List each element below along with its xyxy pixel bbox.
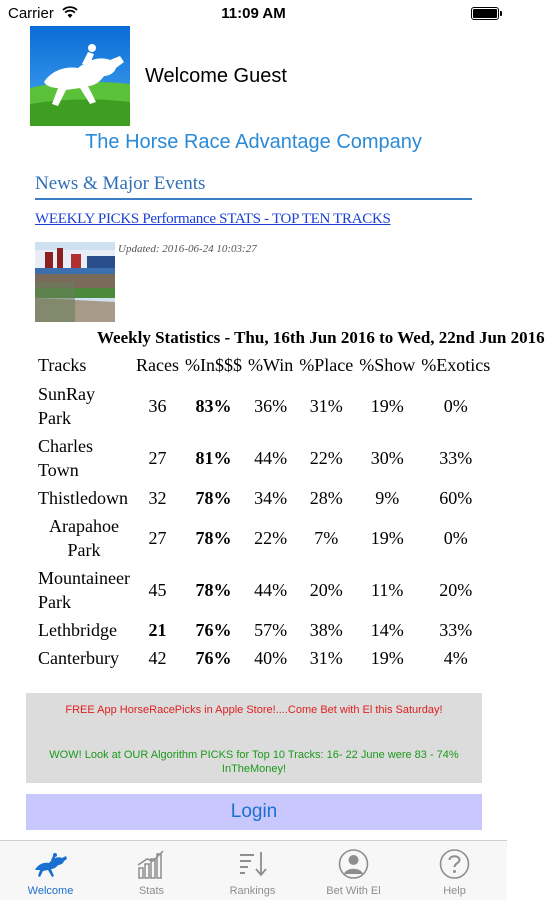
col-header: %Show (359, 355, 416, 375)
table-row (35, 616, 493, 644)
weekly-picks-link[interactable]: WEEKLY PICKS Performance STATS - TOP TEN TRACKS (35, 211, 391, 227)
tab-rankings[interactable] (202, 841, 303, 901)
place-cell: 38% (309, 620, 343, 640)
col-header: %In$$$ (184, 355, 242, 375)
in-money-cell: 78% (195, 528, 232, 548)
track-name: Lethbridge (38, 620, 117, 640)
in-money-cell: 78% (195, 580, 232, 600)
col-header: %Win (247, 355, 294, 375)
track-name: Canterbury (38, 648, 119, 668)
place-cell: 31% (309, 396, 343, 416)
track-name: Mountaineer Park (38, 568, 130, 612)
stats-header-row (35, 351, 493, 380)
win-cell: 22% (254, 528, 288, 548)
races-cell: 45 (148, 580, 167, 600)
announcement-box (26, 693, 482, 783)
in-money-cell: 83% (195, 396, 232, 416)
races-cell: 27 (148, 528, 167, 548)
place-cell: 22% (309, 448, 343, 468)
in-money-cell: 81% (195, 448, 232, 468)
in-money-cell: 76% (195, 648, 232, 668)
show-cell: 19% (370, 528, 404, 548)
tab-label: Welcome (27, 885, 74, 897)
place-cell: 20% (309, 580, 343, 600)
tab-label: Bet With El (326, 885, 381, 897)
exotics-cell: 0% (443, 396, 468, 416)
company-name: The Horse Race Advantage Company (85, 131, 422, 153)
welcome-text: Welcome Guest (145, 65, 287, 87)
table-row (35, 564, 493, 616)
sort-icon (234, 848, 271, 880)
bar-chart-icon (133, 848, 170, 880)
col-header: Races (135, 355, 179, 375)
win-cell: 36% (254, 396, 288, 416)
carrier-label: Carrier (8, 5, 54, 22)
help-icon (436, 848, 473, 880)
races-cell: 42 (148, 648, 167, 668)
col-header: Tracks (38, 355, 87, 375)
tab-label: Help (443, 885, 466, 897)
tab-label: Rankings (229, 885, 276, 897)
clock: 11:09 AM (221, 5, 286, 22)
track-name: Thistledown (38, 488, 128, 508)
races-cell: 32 (148, 488, 167, 508)
stats-table (35, 351, 493, 672)
exotics-cell: 33% (439, 448, 473, 468)
stats-viewport[interactable] (35, 326, 545, 684)
table-row (35, 432, 493, 484)
app-logo (30, 26, 130, 126)
place-cell: 7% (314, 528, 339, 548)
in-money-cell: 76% (195, 620, 232, 640)
win-cell: 44% (254, 580, 288, 600)
table-row (35, 484, 493, 512)
announcement-green: WOW! Look at OUR Algorithm PICKS for Top 10 Tracks: 16- 22 June were 83 - 74% InTheMoney! (49, 749, 459, 775)
races-cell: 36 (148, 396, 167, 416)
win-cell: 57% (254, 620, 288, 640)
tab-stats[interactable] (101, 841, 202, 901)
login-button[interactable]: Login (26, 794, 482, 830)
track-name: SunRay Park (38, 384, 96, 428)
table-row (35, 512, 493, 564)
place-cell: 31% (309, 648, 343, 668)
exotics-cell: 0% (443, 528, 468, 548)
win-cell: 34% (254, 488, 288, 508)
news-heading: News & Major Events (35, 173, 472, 200)
tab-bar (0, 840, 507, 900)
track-name: Charles Town (38, 436, 93, 480)
win-cell: 40% (254, 648, 288, 668)
show-cell: 19% (370, 648, 404, 668)
place-cell: 28% (309, 488, 343, 508)
announcement-red: FREE App HorseRacePicks in Apple Store!....Come Bet with El this Saturday! (65, 704, 443, 716)
exotics-cell: 4% (443, 648, 468, 668)
battery-icon (471, 7, 499, 20)
horse-icon (32, 848, 69, 880)
col-header: %Exotics (421, 355, 491, 375)
show-cell: 9% (375, 488, 400, 508)
stats-title: Weekly Statistics - Thu, 16th Jun 2016 to Wed, 22nd Jun 2016 (97, 328, 545, 347)
show-cell: 11% (371, 580, 404, 600)
in-money-cell: 78% (195, 488, 232, 508)
status-bar (0, 0, 507, 28)
races-cell: 27 (148, 448, 167, 468)
show-cell: 14% (370, 620, 404, 640)
races-cell: 21 (148, 620, 167, 640)
exotics-cell: 33% (439, 620, 473, 640)
track-name: Arapahoe Park (49, 516, 119, 560)
tab-bet-with-el[interactable] (303, 841, 404, 901)
col-header: %Place (299, 355, 354, 375)
show-cell: 30% (370, 448, 404, 468)
win-cell: 44% (254, 448, 288, 468)
exotics-cell: 60% (439, 488, 473, 508)
tab-label: Stats (138, 885, 165, 897)
person-icon (335, 848, 372, 880)
table-row (35, 644, 493, 672)
exotics-cell: 20% (439, 580, 473, 600)
tab-help[interactable] (404, 841, 505, 901)
racetrack-thumbnail (35, 242, 115, 322)
tab-welcome[interactable] (0, 841, 101, 901)
table-row (35, 380, 493, 432)
updated-timestamp: Updated: 2016-06-24 10:03:27 (118, 243, 257, 255)
show-cell: 19% (370, 396, 404, 416)
